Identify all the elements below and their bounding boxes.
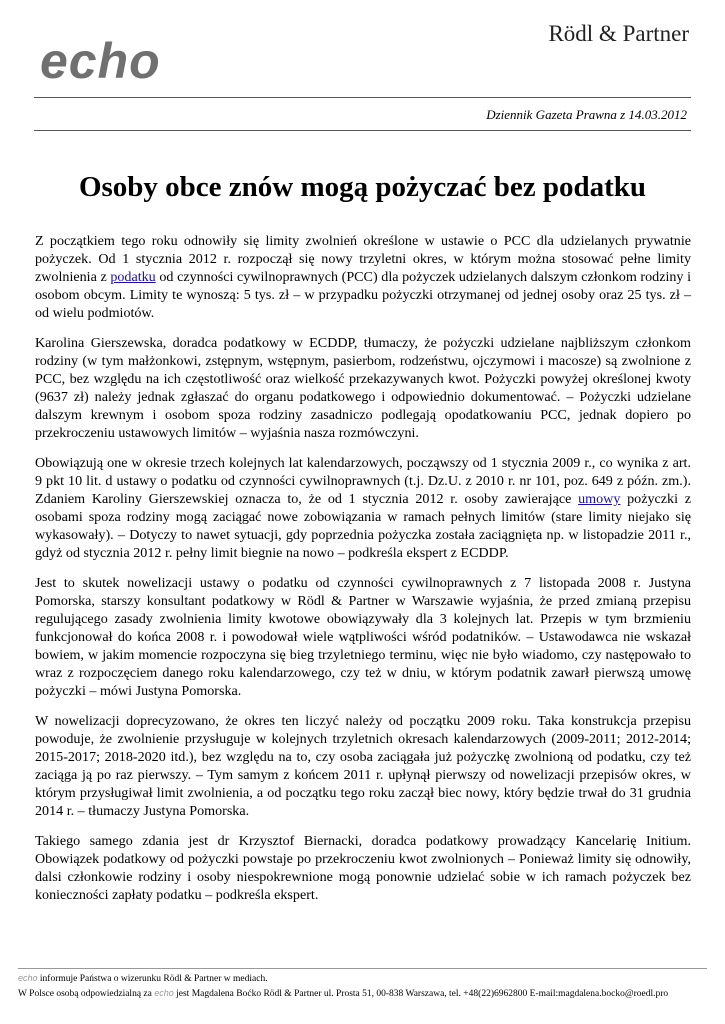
article-title: Osoby obce znów mogą pożyczać bez podatku — [78, 171, 647, 203]
paragraph-4: Jest to skutek nowelizacji ustawy o podatku od czynności cywilnoprawnych z 7 listopada 2008 r. Justyna Pomorska, starszy konsultant podatkowy w Rödl & Partner w Warszawie wyjaśnia, że przed zmianą przepisu regulującego zasady zwolnienia limity kwotowe obowiązywały dla 3 kolejnych lat. Przepis w tym brzmieniu funkcjonował do końca 2008 r. i powodował wiele wątpliwości wśród podatników. – Ustawodawca nie wskazał bowiem, w jakim momencie rozpoczyna się bieg trzyletniego terminu, więc nie było wiadomo, czy następowało to wraz z rozpoczęciem danego roku kalendarzowego, czy też w dniu, w którym podatnik zawarł pierwszą umowę pożyczki – mówi Justyna Pomorska. — [35, 575, 691, 699]
footer-echo-mark-2: echo — [154, 988, 174, 998]
paragraph-1: Z początkiem tego roku odnowiły się limity zwolnień określone w ustawie o PCC dla udzielanych prywatnie pożyczek. Od 1 stycznia 2012 r. rozpoczął się nowy trzyletni okres, w którym można stosować pełne limity zwolnienia z podatku od czynności cywilnoprawnych (PCC) dla pożyczek udzielanych dalszym członkom rodziny i osobom obcym. Limity te wynoszą: 5 tys. zł – w przypadku pożyczki otrzymanej od jednej osoby oraz 25 tys. zł – od wielu podmiotów. — [35, 233, 691, 321]
footer-echo-mark: echo — [18, 973, 38, 983]
header-divider-bottom — [34, 130, 691, 131]
brand-name: Rödl & Partner — [548, 21, 689, 46]
paragraph-3: Obowiązują one w okresie trzech kolejnych lat kalendarzowych, począwszy od 1 stycznia 2009 r., co wynika z art. 9 pkt 10 lit. d ustawy o podatku od czynności cywilnoprawnych (t.j. Dz.U. z 2010 r. nr 101, poz. 649 z późn. zm.). Zdaniem Karoliny Gierszewskiej oznacza to, że od 1 stycznia 2012 r. osoby zawierające umowy pożyczki z osobami spoza rodziny mogą zaciągać nowe zobowiązania w ramach pełnych limitów (stare limity niejako się wykasowały). – Dotyczy to nawet sytuacji, gdy poprzednia pożyczka została zaciągnięta np. w listopadzie 2011 r., gdyż od stycznia 2012 r. pełny limit biegnie na nowo – podkreśla ekspert z ECDDP. — [35, 455, 691, 561]
paragraph-2: Karolina Gierszewska, doradca podatkowy w ECDDP, tłumaczy, że pożyczki udzielane najbliższym członkom rodziny (w tym małżonkowi, zstępnym, wstępnym, pasierbom, rodzeństwu, ojczymowi i macosze) są zwolnione z PCC, bez względu na ich częstotliwość oraz wielkość przekazywanych kwot. Pożyczki powyżej określonej kwoty (9637 zł) należy jednak zgłaszać do organu podatkowego i odpowiednio dokumentować. – Pożyczki udzielane dalszym krewnym i osobom spoza rodziny zasadniczo podlegają opodatkowaniu PCC, jednak dopiero po przekroczeniu ustawowych limitów – wyjaśnia nasza rozmówczyni. — [35, 335, 691, 441]
paragraph-5: W nowelizacji doprecyzowano, że okres ten liczyć należy od początku 2009 roku. Taka konstrukcja przepisu powoduje, że zwolnienie przysługuje w kolejnych trzyletnich okresach kalendarzowych (2009-2011; 2012-2014; 2015-2017; 2018-2020 itd.), bez względu na to, czy osoba zaciągała już pożyczkę zwolnioną od podatku, czy też zaciąga ją po raz pierwszy. – Tym samym z końcem 2011 r. upłynął pierwszy od nowelizacji przepisów okres, w którym przysługiwał limit zwolnienia, a od początku tego roku zaczął biec nowy, który będzie trwał do 31 grudnia 2014 r. – tłumaczy Justyna Pomorska. — [35, 713, 691, 819]
umowy-link[interactable]: umowy — [578, 491, 621, 507]
paragraph-6: Takiego samego zdania jest dr Krzysztof Biernacki, doradca podatkowy prowadzący Kancelarię Initium. Obowiązek podatkowy od pożyczki powstaje po przekroczeniu kwot zwolnionych – Ponieważ limity się odnowiły, dalsi członkowie rodziny i osoby niespokrewnione mogą ponownie udzielać sobie w ich ramach pożyczek bez konieczności zapłaty podatku – podkreśla ekspert. — [35, 833, 691, 903]
podatku-link[interactable]: podatku — [110, 269, 156, 285]
article-body — [35, 232, 691, 916]
footer-line-1: echo informuje Państwa o wizerunku Rödl & Partner w mediach. — [18, 973, 268, 984]
source-citation: Dziennik Gazeta Prawna z 14.03.2012 — [486, 107, 687, 122]
header-divider-top — [34, 97, 691, 98]
echo-logo: echo — [40, 33, 161, 89]
footer — [18, 968, 707, 1001]
footer-line-2: W Polsce osobą odpowiedzialną za echo jest Magdalena Boćko Rödl & Partner ul. Prosta 51, 00-838 Warszawa, tel. +48(22)6962800 E-mail:magdalena.bocko@roedl.pro — [18, 988, 669, 999]
